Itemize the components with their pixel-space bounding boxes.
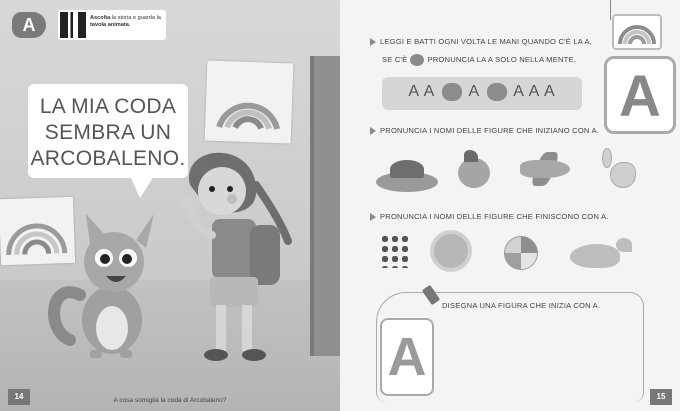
speech-line-2: SEMBRA UN	[44, 121, 172, 144]
owl-icon	[442, 83, 462, 101]
instruction-4	[442, 301, 600, 310]
owl-icon	[410, 54, 424, 66]
letter-sequence	[382, 83, 582, 101]
qr-text-2: la	[156, 15, 161, 21]
speech-bubble-tail	[130, 176, 154, 198]
letter-card-small	[380, 318, 434, 396]
instruction-1-line-1: LEGGI E BATTI OGNI VOLTA LE MANI QUANDO C'È LA A,	[380, 37, 593, 46]
ball-icon	[504, 236, 538, 270]
page-number-left: 14	[8, 389, 30, 405]
triangle-bullet-icon	[370, 38, 376, 46]
qr-text-1: la storia e guarda	[110, 15, 157, 21]
rainbow-card	[612, 14, 662, 50]
girl-illustration	[170, 145, 310, 370]
instruction-3	[370, 212, 609, 221]
rainbow-poster	[205, 61, 294, 144]
speech-line-3: ARCOBALENO.	[30, 147, 186, 170]
seq-letter: A	[544, 83, 556, 101]
letter-card-small-a: A	[387, 327, 427, 387]
triangle-bullet-icon	[370, 213, 376, 221]
rainbow-icon	[614, 16, 660, 48]
letter-card	[604, 56, 676, 134]
qr-text-bold-2: tavola animata	[90, 22, 129, 28]
goose-icon	[610, 162, 636, 188]
owl-icon	[487, 83, 507, 101]
instruction-1	[370, 37, 592, 46]
qr-panel[interactable]	[58, 10, 166, 40]
speech-bubble	[28, 84, 188, 178]
qr-text-bold-1: Ascolta	[90, 15, 111, 21]
caption: A cosa somiglia la coda di Arcobaleno?	[113, 397, 227, 404]
right-page	[340, 0, 680, 411]
page-number-right: 15	[650, 389, 672, 405]
whale-icon	[570, 244, 620, 268]
instruction-1-cont	[382, 54, 576, 66]
pineapple-leaf-icon	[464, 150, 478, 162]
seq-letter: A	[513, 83, 525, 101]
qr-instructions	[90, 15, 164, 29]
instruction-1-line-2a: SE C'È	[382, 55, 408, 64]
goose-neck-icon	[602, 148, 612, 168]
instruction-3-text: PRONUNCIA I NOMI DELLE FIGURE CHE FINISCONO CON A.	[380, 212, 609, 221]
speech-text	[28, 94, 188, 172]
palm-icon	[390, 160, 424, 178]
letter-sequence-box	[382, 77, 582, 110]
instruction-4-text: DISEGNA UNA FIGURA CHE INIZIA CON A.	[442, 301, 601, 310]
instruction-2-text: PRONUNCIA I NOMI DELLE FIGURE CHE INIZIANO CON A.	[380, 126, 600, 135]
seq-letter: A	[528, 83, 540, 101]
seq-letter: A	[468, 83, 480, 101]
letter-badge: A	[12, 12, 46, 38]
triangle-bullet-icon	[370, 127, 376, 135]
qr-code-icon[interactable]	[60, 12, 86, 38]
instruction-2	[370, 126, 599, 135]
airplane-icon	[520, 160, 570, 178]
rainbow-icon	[205, 61, 294, 144]
pineapple-icon	[458, 158, 490, 188]
speech-line-1: LA MIA CODA	[39, 95, 177, 118]
cat-illustration	[40, 200, 180, 370]
seq-letter: A	[408, 83, 420, 101]
letter-card-a: A	[619, 64, 661, 129]
instruction-1-line-2b: PRONUNCIA LA A SOLO NELLA MENTE.	[427, 55, 577, 64]
sun-icon	[434, 234, 468, 268]
door	[310, 56, 340, 356]
grapes-icon	[380, 234, 410, 268]
seq-letter: A	[423, 83, 435, 101]
qr-text-3: .	[128, 22, 131, 28]
